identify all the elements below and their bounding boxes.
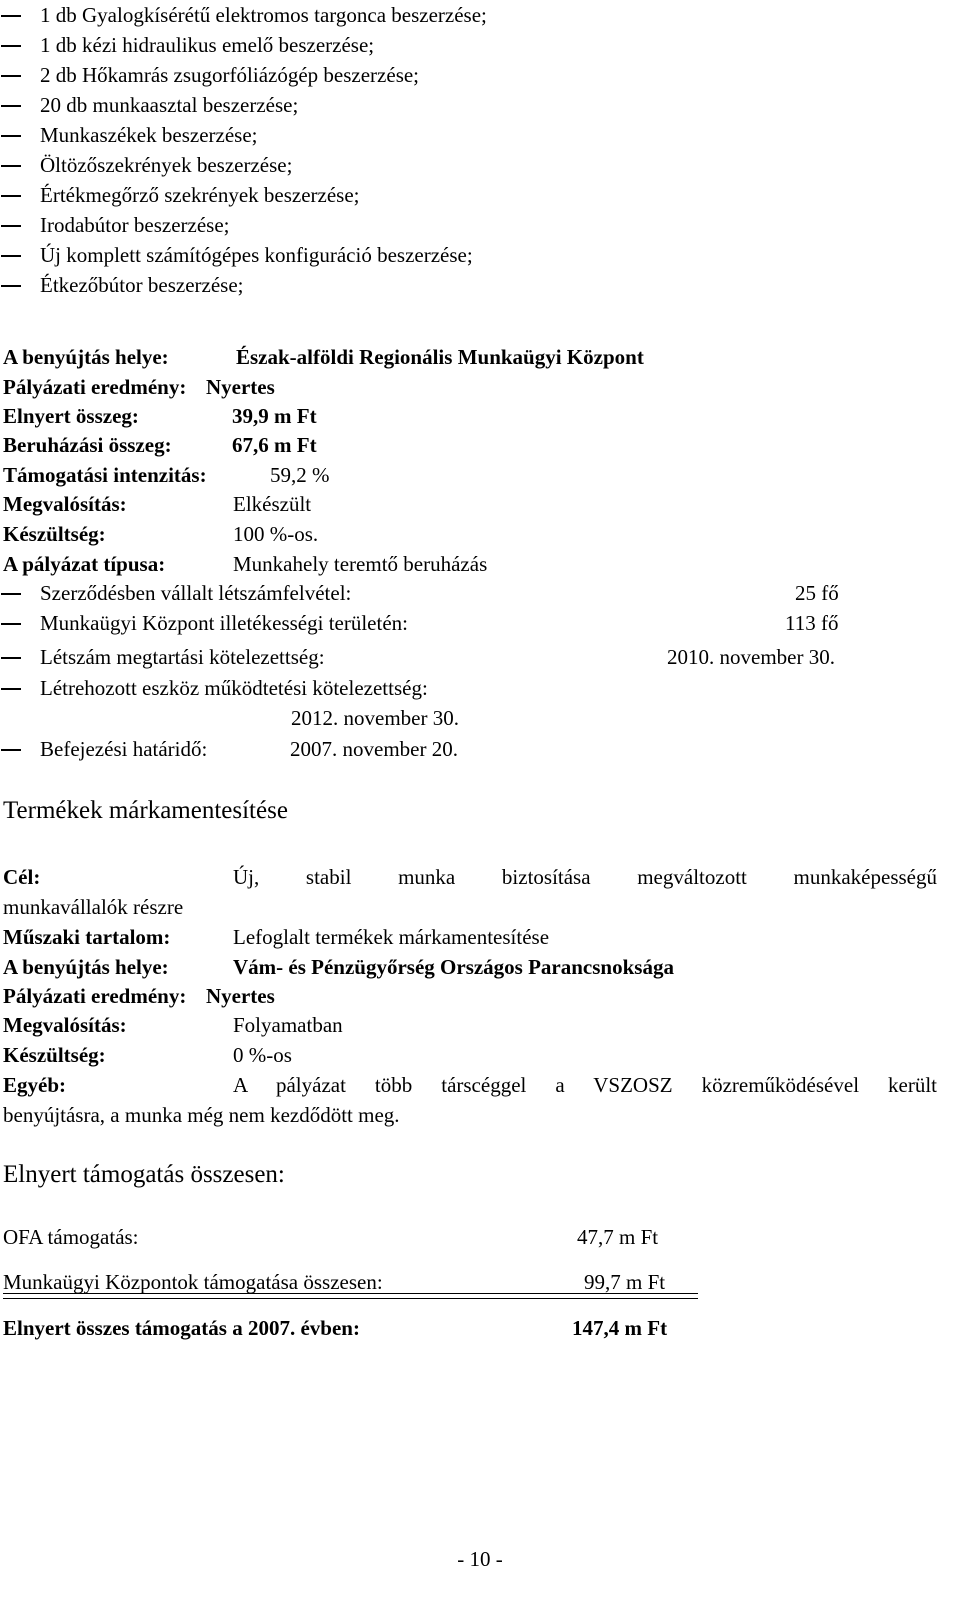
page-number: - 10 - [457,1547,503,1571]
dash-bullet [1,285,21,287]
readiness-value: 0 %-os [233,1043,292,1067]
dash-bullet [1,593,21,595]
dash-bullet [1,135,21,137]
dash-bullet [1,749,21,751]
implementation-label: Megvalósítás: [3,492,127,516]
list-item: Öltözőszekrények beszerzése; [0,152,900,178]
intensity-value: 59,2 % [270,463,330,487]
submit-place-label: A benyújtás helye: [3,345,169,369]
list-item: Munkaügyi Központ illetékességi területén: 113 fő [0,610,900,636]
investment-label: Beruházási összeg: [3,433,172,457]
other-label: Egyéb: [3,1073,66,1097]
list-item: Létszám megtartási kötelezettség: 2010. november 30. [0,644,900,670]
dash-bullet [1,195,21,197]
dash-bullet [1,105,21,107]
list-item: Szerződésben vállalt létszámfelvétel: 25 fő [0,580,900,606]
type-label: A pályázat típusa: [3,552,166,576]
implementation-label: Megvalósítás: [3,1013,127,1037]
implementation-value: Elkészült [233,492,312,516]
result-value: Nyertes [206,375,275,399]
won-amount-value: 39,9 m Ft [232,404,317,428]
list-item: Értékmegőrző szekrények beszerzése; [0,182,900,208]
investment-value: 67,6 m Ft [232,433,317,457]
headcount-value: 25 fő [795,581,839,605]
result-label: Pályázati eredmény: [3,375,187,399]
type-value: Munkahely teremtő beruházás [233,552,488,576]
ofa-label: OFA támogatás: [3,1225,139,1249]
goal-text-continued: munkavállalók részre [3,895,184,919]
total-value: 147,4 m Ft [572,1316,668,1340]
result-value: Nyertes [206,984,275,1008]
operation-date-value: 2012. november 30. [291,706,459,730]
list-item: Létrehozott eszköz működtetési kötelezettség: [0,675,900,701]
submit-place-value: Vám- és Pénzügyőrség Országos Parancsnoksága [233,955,674,979]
dash-bullet [1,15,21,17]
list-item: 1 db Gyalogkísérétű elektromos targonca beszerzése; [0,2,900,28]
dash-bullet [1,75,21,77]
dash-bullet [1,688,21,690]
list-item: Munkaszékek beszerzése; [0,122,900,148]
goal-text: Új, stabil munka biztosítása megváltozott munkaképességű [233,865,937,889]
labour-centres-value: 99,7 m Ft [584,1270,666,1294]
dash-bullet [1,45,21,47]
list-item: 1 db kézi hidraulikus emelő beszerzése; [0,32,900,58]
list-item: Irodabútor beszerzése; [0,212,900,238]
intensity-label: Támogatási intenzitás: [3,463,207,487]
readiness-value: 100 %-os. [233,522,319,546]
area-headcount-value: 113 fő [785,611,839,635]
readiness-label: Készültség: [3,1043,106,1067]
technical-content-label: Műszaki tartalom: [3,925,171,949]
double-underline [3,1293,698,1299]
readiness-label: Készültség: [3,522,106,546]
ofa-value: 47,7 m Ft [577,1225,659,1249]
section-heading: Termékek márkamentesítése [3,797,288,824]
technical-content-value: Lefoglalt termékek márkamentesítése [233,925,550,949]
dash-bullet [1,657,21,659]
other-text: A pályázat több társcéggel a VSZOSZ közreműködésével került [233,1073,937,1097]
won-amount-label: Elnyert összeg: [3,404,139,428]
summary-heading: Elnyert támogatás összesen: [3,1161,285,1188]
goal-label: Cél: [3,865,41,889]
list-item: Befejezési határidő: 2007. november 20. [0,736,900,762]
deadline-value: 2007. november 20. [290,737,458,761]
retention-date-value: 2010. november 30. [667,645,835,669]
dash-bullet [1,225,21,227]
labour-centres-label: Munkaügyi Központok támogatása összesen: [3,1270,383,1294]
list-item: Új komplett számítógépes konfiguráció beszerzése; [0,242,900,268]
implementation-value: Folyamatban [233,1013,343,1037]
dash-bullet [1,255,21,257]
submit-place-label: A benyújtás helye: [3,955,169,979]
list-item: 2 db Hőkamrás zsugorfóliázógép beszerzése; [0,62,900,88]
list-item: Étkezőbútor beszerzése; [0,272,900,298]
dash-bullet [1,623,21,625]
submit-place-value: Észak-alföldi Regionális Munkaügyi Központ [236,345,644,369]
total-label: Elnyert összes támogatás a 2007. évben: [3,1316,360,1340]
result-label: Pályázati eredmény: [3,984,187,1008]
list-item: 20 db munkaasztal beszerzése; [0,92,900,118]
dash-bullet [1,165,21,167]
other-text-continued: benyújtásra, a munka még nem kezdődött meg. [3,1103,400,1127]
